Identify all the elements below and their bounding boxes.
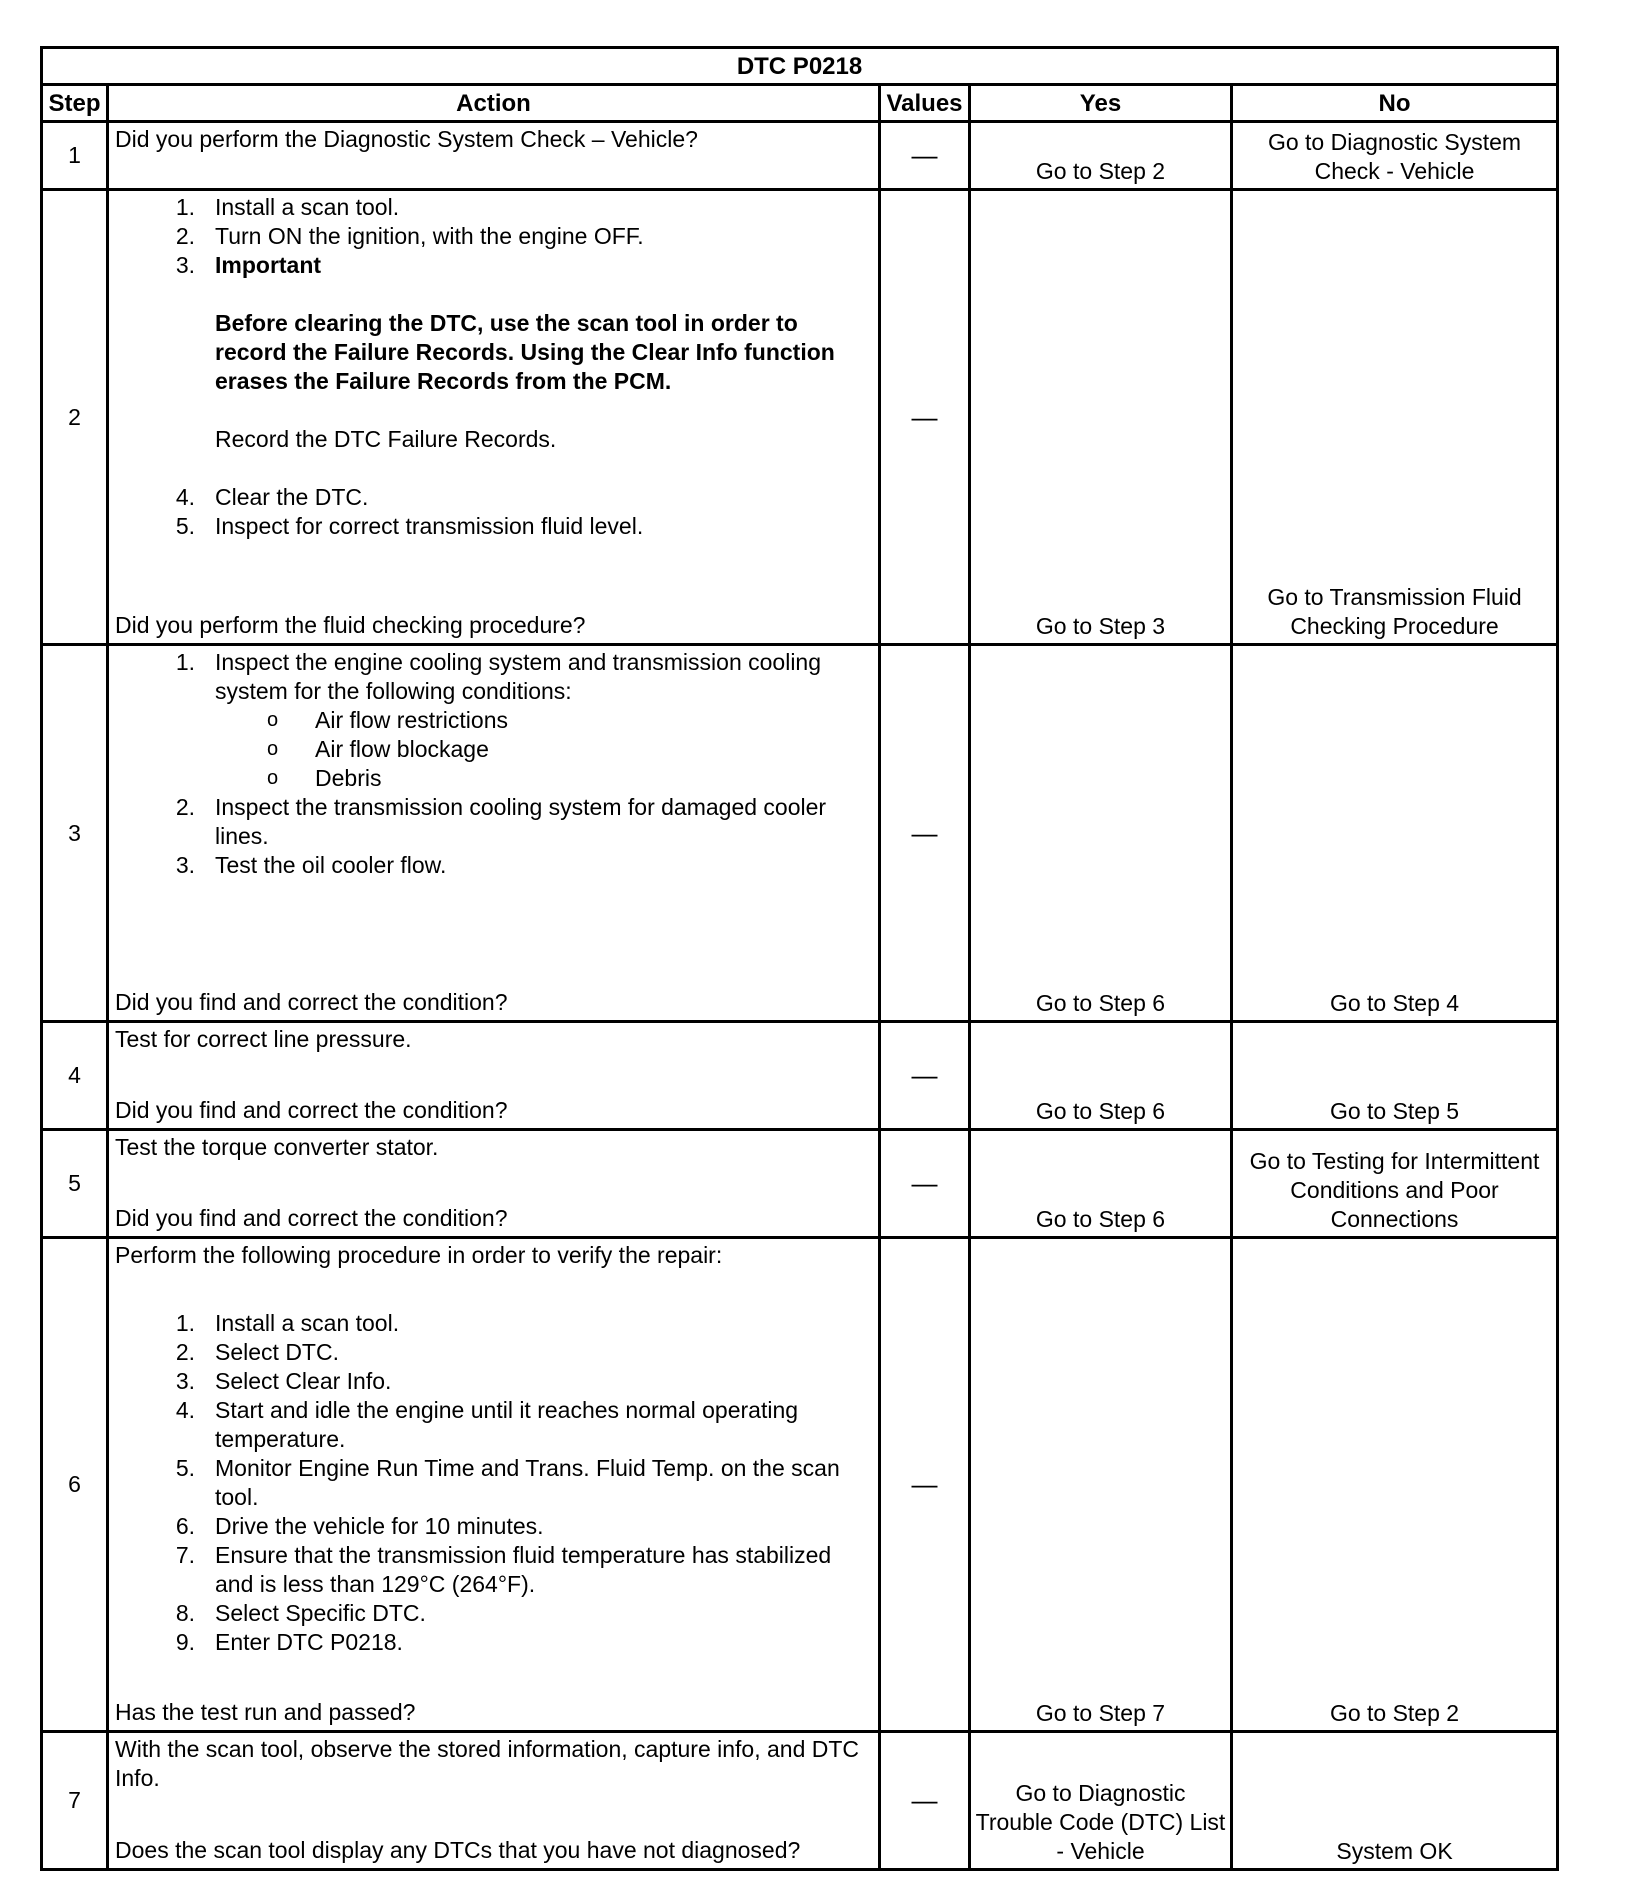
values-cell: —: [880, 1238, 970, 1732]
yes-cell: Go to Step 2: [970, 122, 1232, 190]
list-item: 2. Inspect the transmission cooling system for damaged cooler lines.: [175, 794, 827, 849]
question-text: Did you perform the Diagnostic System Check – Vehicle?: [115, 126, 698, 152]
list-item: 8. Select Specific DTC.: [175, 1600, 426, 1626]
question-text: Did you find and correct the condition?: [115, 1205, 508, 1231]
values-cell: —: [880, 645, 970, 1022]
bullet-icon: o: [267, 709, 279, 731]
step-number: 4: [42, 1022, 108, 1130]
record-instruction: Record the DTC Failure Records.: [215, 426, 557, 452]
values-cell: —: [880, 1732, 970, 1870]
yes-cell: Go to Diagnostic Trouble Code (DTC) List - Vehicle: [970, 1732, 1232, 1870]
step-number: 5: [42, 1130, 108, 1238]
no-cell: Go to Step 5: [1232, 1022, 1558, 1130]
yes-cell: Go to Step 6: [970, 1022, 1232, 1130]
action-cell: [108, 1238, 880, 1732]
table-row: [42, 1022, 1558, 1130]
question-text: Has the test run and passed?: [115, 1699, 416, 1725]
table-row: [42, 122, 1558, 190]
list-item: 3. Select Clear Info.: [175, 1368, 392, 1394]
step-number: 2: [42, 190, 108, 645]
table-row: [42, 190, 1558, 645]
action-steps-list: [115, 648, 874, 880]
action-cell: [108, 190, 880, 645]
condition-sublist: [215, 706, 874, 793]
header-no: No: [1232, 85, 1558, 122]
header-values: Values: [880, 85, 970, 122]
yes-cell: Go to Step 7: [970, 1238, 1232, 1732]
table-row: [42, 1130, 1558, 1238]
action-cell: [108, 122, 880, 190]
table-row: [42, 645, 1558, 1022]
table-row: [42, 1732, 1558, 1870]
list-item: 4. Clear the DTC.: [175, 484, 369, 510]
dtc-diagnostic-table: [40, 46, 1559, 1871]
list-item: 3. Important Before clearing the DTC, use the scan tool in order to record the Failure Records. Using the Clear Info function erases the Failure Records from the PCM. Record the DTC Failure Records.: [115, 251, 874, 483]
list-item: 2. Select DTC.: [175, 1339, 339, 1365]
list-item: 1. Inspect the engine cooling system and transmission cooling system for the following conditions: o Air flow restrictions o Air flow blockage o Debris: [115, 648, 874, 793]
lead-text: Test the torque converter stator.: [115, 1134, 439, 1160]
no-cell: Go to Transmission Fluid Checking Procedure: [1232, 190, 1558, 645]
step-number: 3: [42, 645, 108, 1022]
step-number: 1: [42, 122, 108, 190]
table-row: [42, 1238, 1558, 1732]
bullet-icon: o: [267, 738, 279, 760]
values-cell: —: [880, 1130, 970, 1238]
list-item: 4. Start and idle the engine until it reaches normal operating temperature.: [175, 1397, 799, 1452]
yes-cell: Go to Step 3: [970, 190, 1232, 645]
list-item: o Air flow restrictions: [267, 707, 508, 733]
action-cell: [108, 1022, 880, 1130]
question-text: Did you find and correct the condition?: [115, 989, 508, 1015]
header-row: [42, 85, 1558, 122]
values-cell: —: [880, 122, 970, 190]
list-item: 1. Install a scan tool.: [175, 1310, 400, 1336]
no-cell: Go to Diagnostic System Check - Vehicle: [1232, 122, 1558, 190]
list-item: 7. Ensure that the transmission fluid temperature has stabilized and is less than 129°C (264°F).: [175, 1542, 832, 1597]
action-steps-list: [115, 193, 874, 541]
table-title: DTC P0218: [42, 48, 1558, 85]
lead-text: With the scan tool, observe the stored information, capture info, and DTC Info.: [115, 1736, 860, 1791]
yes-cell: Go to Step 6: [970, 645, 1232, 1022]
question-text: Did you find and correct the condition?: [115, 1097, 508, 1123]
header-yes: Yes: [970, 85, 1232, 122]
no-cell: Go to Testing for Intermittent Conditions and Poor Connections: [1232, 1130, 1558, 1238]
question-text: Did you perform the fluid checking procedure?: [115, 612, 586, 638]
action-cell: [108, 1732, 880, 1870]
list-item: 5. Inspect for correct transmission fluid level.: [175, 513, 644, 539]
no-cell: System OK: [1232, 1732, 1558, 1870]
values-cell: —: [880, 1022, 970, 1130]
header-step: Step: [42, 85, 108, 122]
important-label: Important: [215, 252, 322, 278]
step-number: 6: [42, 1238, 108, 1732]
list-item: o Air flow blockage: [267, 736, 489, 762]
no-cell: Go to Step 2: [1232, 1238, 1558, 1732]
no-cell: Go to Step 4: [1232, 645, 1558, 1022]
step-number: 7: [42, 1732, 108, 1870]
lead-text: Test for correct line pressure.: [115, 1026, 412, 1052]
question-text: Does the scan tool display any DTCs that you have not diagnosed?: [115, 1837, 801, 1863]
action-cell: [108, 1130, 880, 1238]
list-item: 2. Turn ON the ignition, with the engine OFF.: [175, 223, 644, 249]
values-cell: —: [880, 190, 970, 645]
list-item: 3. Test the oil cooler flow.: [175, 852, 447, 878]
action-steps-list: [115, 1309, 874, 1657]
lead-text: Perform the following procedure in order to verify the repair:: [115, 1242, 723, 1268]
list-item: 5. Monitor Engine Run Time and Trans. Fluid Temp. on the scan tool.: [175, 1455, 840, 1510]
action-cell: [108, 645, 880, 1022]
important-note: Before clearing the DTC, use the scan tool in order to record the Failure Records. Using the Clear Info function erases the Failure Records from the PCM.: [215, 310, 835, 394]
list-item: o Debris: [267, 765, 382, 791]
bullet-icon: o: [267, 767, 279, 789]
list-item: 9. Enter DTC P0218.: [175, 1629, 403, 1655]
list-item: 6. Drive the vehicle for 10 minutes.: [175, 1513, 544, 1539]
yes-cell: Go to Step 6: [970, 1130, 1232, 1238]
header-action: Action: [108, 85, 880, 122]
list-item: 1. Install a scan tool.: [175, 194, 400, 220]
